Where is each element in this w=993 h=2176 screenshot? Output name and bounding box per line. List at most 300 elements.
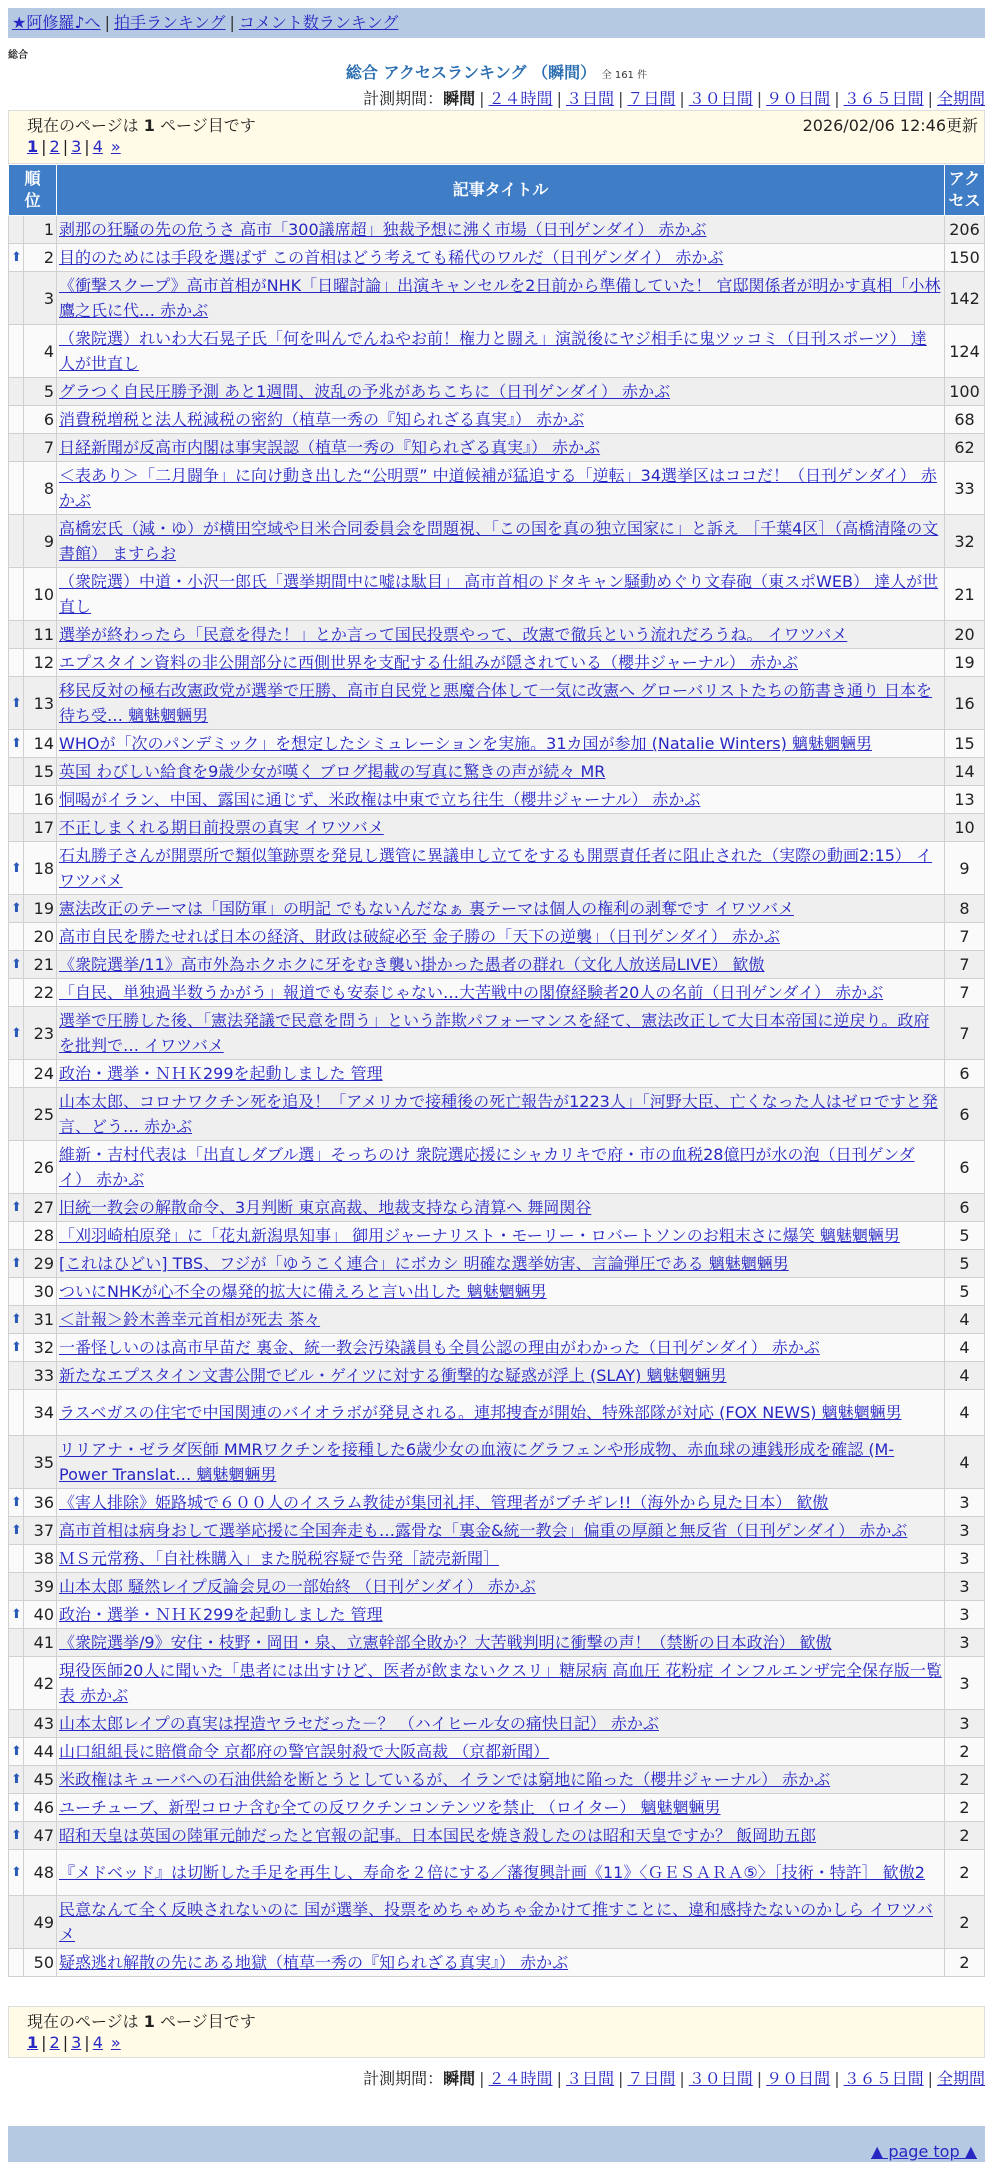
article-link[interactable]: 高市自民を勝たせれば日本の経済、財政は破綻必至 金子勝の「天下の逆襲」（日刊ゲンダイ） 赤かぶ	[59, 927, 780, 946]
rank-cell: 19	[24, 895, 57, 923]
rank-change-cell	[9, 1573, 24, 1601]
rank-change-cell	[9, 979, 24, 1007]
article-link[interactable]: エプスタイン資料の非公開部分に西側世界を支配する仕組みが隠されている（櫻井ジャーナル） 赤かぶ	[59, 653, 799, 672]
period-separator: |	[556, 89, 562, 108]
table-row	[9, 216, 985, 244]
rank-up-icon: ⬆	[11, 1772, 22, 1787]
header-rank: 順位	[9, 165, 57, 216]
article-link[interactable]: 高市首相は病身おして選挙応援に全国奔走も…露骨な「裏金&統一教会」偏重の厚顔と無反省（日刊ゲンダイ） 赤かぶ	[59, 1521, 908, 1540]
title-cell	[57, 1794, 945, 1822]
article-link[interactable]: 移民反対の極右改憲政党が選挙で圧勝、高市自民党と悪魔合体して一気に改憲へ グローバリストたちの筋書き通り 日本を待ち受… 魑魅魍魎男	[59, 681, 933, 725]
rank-up-icon: ⬆	[11, 1523, 22, 1538]
rank-cell: 14	[24, 730, 57, 758]
period-link[interactable]: ３日間	[565, 2069, 614, 2088]
article-link[interactable]: グラつく自民圧勝予測 あと1週間、波乱の予兆があちこちに（日刊ゲンダイ） 赤かぶ	[59, 382, 671, 401]
rank-change-cell	[9, 244, 24, 272]
table-row	[9, 895, 985, 923]
period-separator: |	[834, 2069, 840, 2088]
period-link[interactable]: ２４時間	[488, 2069, 553, 2088]
rank-change-cell	[9, 786, 24, 814]
period-separator: |	[617, 89, 624, 108]
title-cell	[57, 814, 945, 842]
table-row	[9, 621, 985, 649]
table-row	[9, 1573, 985, 1601]
article-link[interactable]: 山本太郎 騒然レイプ反論会見の一部始終 （日刊ゲンダイ） 赤かぶ	[59, 1577, 536, 1596]
rank-cell: 26	[24, 1141, 57, 1194]
title-cell	[57, 216, 945, 244]
page-link-current[interactable]: 1	[27, 137, 39, 156]
article-link[interactable]: 恫喝がイラン、中国、露国に通じず、米政権は中東で立ち往生（櫻井ジャーナル） 赤かぶ	[59, 790, 701, 809]
table-row	[9, 814, 985, 842]
period-link[interactable]: ７日間	[627, 89, 676, 108]
title-cell	[57, 1545, 945, 1573]
rank-cell: 24	[24, 1060, 57, 1088]
access-count-cell: 3	[945, 1573, 985, 1601]
title-cell	[57, 325, 945, 378]
rank-change-cell	[9, 842, 24, 895]
access-count-cell: 6	[945, 1088, 985, 1141]
title-cell	[57, 1060, 945, 1088]
rank-change-cell	[9, 1362, 24, 1390]
period-link[interactable]: ３６５日間	[843, 89, 924, 108]
title-cell	[57, 244, 945, 272]
access-count-cell: 10	[945, 814, 985, 842]
title-cell	[57, 434, 945, 462]
rank-cell: 20	[24, 923, 57, 951]
period-separator: |	[927, 89, 933, 108]
rank-cell: 50	[24, 1949, 57, 1977]
table-row	[9, 979, 985, 1007]
title-cell	[57, 1949, 945, 1977]
rank-up-icon: ⬆	[11, 1828, 22, 1843]
rank-cell: 7	[24, 434, 57, 462]
page-link[interactable]: 2	[49, 2033, 60, 2052]
rank-change-cell	[9, 1629, 24, 1657]
rank-cell: 27	[24, 1194, 57, 1222]
rank-change-cell	[9, 1517, 24, 1545]
pagination-bottom	[27, 2033, 121, 2052]
rank-change-cell	[9, 1436, 24, 1489]
rank-change-cell	[9, 568, 24, 621]
period-link[interactable]: ３０日間	[688, 2069, 753, 2088]
nav-separator: |	[229, 13, 235, 32]
rank-change-cell	[9, 1949, 24, 1977]
applause-ranking-link[interactable]: 拍手ランキング	[113, 13, 226, 32]
category-tag: 総合	[8, 50, 28, 61]
rank-up-icon: ⬆	[11, 1340, 22, 1355]
table-row	[9, 462, 985, 515]
title-cell	[57, 1573, 945, 1601]
rank-up-icon: ⬆	[11, 860, 22, 876]
rank-change-cell	[9, 272, 24, 325]
title-cell	[57, 1850, 945, 1896]
page-title	[0, 60, 993, 83]
table-row	[9, 1629, 985, 1657]
period-separator: |	[679, 89, 685, 108]
access-count-cell: 2	[945, 1949, 985, 1977]
table-row	[9, 730, 985, 758]
article-link[interactable]: 昭和天皇は英国の陸軍元帥だったと官報の記事。日本国民を焼き殺したのは昭和天皇ですか？ 飯岡助五郎	[59, 1826, 817, 1845]
rank-cell: 1	[24, 216, 57, 244]
rank-up-icon: ⬆	[11, 1200, 22, 1215]
total-count: 全 161 件	[601, 70, 648, 81]
title-cell	[57, 1222, 945, 1250]
period-link[interactable]: ２４時間	[488, 89, 553, 108]
access-count-cell: 32	[945, 515, 985, 568]
access-count-cell: 2	[945, 1738, 985, 1766]
article-link[interactable]: 『メドベッド』は切断した手足を再生し、寿命を２倍にする／藩復興計画《11》〈ＧＥＳＡＲＡ⑤〉［技術・特許］ 歓傲2	[59, 1863, 925, 1882]
rank-change-cell	[9, 1222, 24, 1250]
title-cell	[57, 1250, 945, 1278]
access-count-cell: 14	[945, 758, 985, 786]
table-row	[9, 244, 985, 272]
rank-change-cell	[9, 1060, 24, 1088]
page-separator: |	[62, 137, 69, 156]
rank-up-icon: ⬆	[11, 250, 22, 265]
access-count-cell: 62	[945, 434, 985, 462]
rank-change-cell	[9, 1278, 24, 1306]
access-count-cell: 4	[945, 1362, 985, 1390]
access-count-cell: 2	[945, 1766, 985, 1794]
table-row	[9, 1088, 985, 1141]
period-separator: |	[927, 2069, 933, 2088]
article-link[interactable]: 英国 わびしい給食を9歳少女が嘆く ブログ掲載の写真に驚きの声が続々 MR	[59, 762, 606, 781]
rank-change-cell	[9, 1657, 24, 1710]
access-count-cell: 4	[945, 1334, 985, 1362]
table-row	[9, 1250, 985, 1278]
title-cell	[57, 1601, 945, 1629]
title-cell	[57, 1194, 945, 1222]
rank-change-cell	[9, 621, 24, 649]
access-count-cell: 5	[945, 1278, 985, 1306]
rank-change-cell	[9, 515, 24, 568]
article-link[interactable]: ＜計報＞鈴木善幸元首相が死去 茶々	[59, 1310, 321, 1329]
title-cell	[57, 1766, 945, 1794]
period-link[interactable]: ７日間	[627, 2069, 676, 2088]
rank-change-cell	[9, 814, 24, 842]
rank-cell: 48	[24, 1850, 57, 1896]
rank-up-icon: ⬆	[11, 736, 22, 751]
article-link[interactable]: 選挙で圧勝した後、「憲法発議で民意を問う」という詐欺パフォーマンスを経て、憲法改正して大日本帝国に逆戻り。政府を批判で… イワツバメ	[59, 1011, 930, 1055]
table-row	[9, 1306, 985, 1334]
page-separator: |	[84, 2033, 90, 2052]
rank-change-cell	[9, 951, 24, 979]
table-row	[9, 378, 985, 406]
rank-change-cell	[9, 1250, 24, 1278]
rank-cell: 3	[24, 272, 57, 325]
article-link[interactable]: 「自民、単独過半数うかがう」報道でも安泰じゃない…大苦戦中の閣僚経験者20人の名前（日刊ゲンダイ） 赤かぶ	[59, 983, 884, 1002]
rank-change-cell	[9, 1850, 24, 1896]
access-count-cell: 3	[945, 1710, 985, 1738]
rank-cell: 31	[24, 1306, 57, 1334]
article-link[interactable]: 山本太郎、コロナワクチン死を追及！「アメリカで接種後の死亡報告が1223人」「河野大臣、亡くなった人はゼロですと発言、どう… 赤かぶ	[59, 1092, 938, 1136]
table-row	[9, 325, 985, 378]
home-link[interactable]: ★阿修羅♪へ	[12, 13, 101, 32]
article-link[interactable]: 《衆院選挙/11》高市外為ホクホクに牙をむき襲い掛かった愚者の群れ（文化人放送局LIVE） 歓傲	[59, 955, 765, 974]
table-row	[9, 1517, 985, 1545]
pager-panel-top	[8, 110, 985, 164]
page-link[interactable]: 4	[92, 2033, 103, 2052]
article-link[interactable]: 剥那の狂騒の先の危うさ 高市「300議席超」独裁予想に沸く市場（日刊ゲンダイ） 赤かぶ	[59, 220, 707, 239]
page-link[interactable]: 3	[71, 2033, 82, 2052]
rank-change-cell	[9, 923, 24, 951]
title-cell	[57, 1629, 945, 1657]
access-count-cell: 13	[945, 786, 985, 814]
rank-cell: 22	[24, 979, 57, 1007]
article-link[interactable]: 高橋宏氏（減・ゆ）が横田空域や日米合同委員会を問題視、「この国を真の独立国家に」と訴え ［千葉4区］（高橋清隆の文書館） ますらお	[59, 519, 939, 563]
article-link[interactable]: 不正しまくれる期日前投票の真実 イワツバメ	[59, 818, 384, 837]
period-label: 計測期間：	[363, 89, 444, 108]
period-current: 瞬間	[443, 89, 476, 108]
rank-cell: 4	[24, 325, 57, 378]
rank-cell: 18	[24, 842, 57, 895]
title-cell	[57, 1088, 945, 1141]
rank-change-cell	[9, 758, 24, 786]
access-count-cell: 7	[945, 1007, 985, 1060]
table-row	[9, 1194, 985, 1222]
article-link[interactable]: 一番怪しいのは高市早苗だ 裏金、統一教会汚染議員も全員公認の理由がわかった（日刊ゲンダイ） 赤かぶ	[59, 1338, 820, 1357]
page-link[interactable]: 2	[49, 137, 60, 156]
table-row	[9, 677, 985, 730]
article-link[interactable]: 《衝撃スクープ》高市首相がNHK「日曜討論」出演キャンセルを2日前から準備していた！ 官邸関係者が明かす真相「小林鷹之氏に代… 赤かぶ	[59, 276, 941, 320]
article-link[interactable]: 憲法改正のテーマは「国防軍」の明記 でもないんだなぁ 裏テーマは個人の権利の剥奪です イワツバメ	[59, 899, 794, 918]
article-link[interactable]: 山本太郎レイプの真実は捏造ヤラセだった－？ （ハイヒール女の痛快日記） 赤かぶ	[59, 1714, 659, 1733]
rank-cell: 41	[24, 1629, 57, 1657]
access-count-cell: 7	[945, 979, 985, 1007]
title-cell	[57, 1390, 945, 1436]
pager-panel-bottom	[8, 2006, 985, 2058]
title-cell	[57, 1517, 945, 1545]
rank-cell: 33	[24, 1362, 57, 1390]
title-cell	[57, 1738, 945, 1766]
table-row	[9, 1766, 985, 1794]
article-link[interactable]: 石丸勝子さんが開票所で類似筆跡票を発見し選管に異議申し立てをするも開票責任者に阻止された（実際の動画2:15） イワツバメ	[59, 846, 933, 890]
article-link[interactable]: 《害人排除》姫路城で６００人のイスラム教徒が集団礼拝、管理者がブチギレ!!（海外から見た日本） 歓傲	[59, 1493, 829, 1512]
rank-cell: 10	[24, 568, 57, 621]
rank-cell: 16	[24, 786, 57, 814]
rank-cell: 28	[24, 1222, 57, 1250]
period-current: 瞬間	[443, 2069, 476, 2088]
rank-change-cell	[9, 1601, 24, 1629]
rank-change-cell	[9, 406, 24, 434]
page-link-current[interactable]: 1	[27, 2033, 39, 2052]
rank-change-cell	[9, 1334, 24, 1362]
period-separator: |	[756, 2069, 763, 2088]
period-link[interactable]: ３日間	[565, 89, 614, 108]
title-cell	[57, 1710, 945, 1738]
rank-change-cell	[9, 1007, 24, 1060]
table-row	[9, 842, 985, 895]
title-cell	[57, 1306, 945, 1334]
access-count-cell: 19	[945, 649, 985, 677]
table-row	[9, 568, 985, 621]
rank-up-icon: ⬆	[11, 1312, 22, 1327]
article-link[interactable]: 民意なんて全く反映されないのに 国が選挙、投票をめちゃめちゃ金かけて推すことに、違和感持たないのかしら イワツバメ	[59, 1900, 933, 1944]
table-row	[9, 1794, 985, 1822]
rank-up-icon: ⬆	[11, 901, 22, 916]
access-count-cell: 2	[945, 1822, 985, 1850]
title-cell	[57, 923, 945, 951]
rank-change-cell	[9, 1794, 24, 1822]
title-cell	[57, 649, 945, 677]
article-link[interactable]: 疑惑逃れ解散の先にある地獄（植草一秀の『知られざる真実』） 赤かぶ	[59, 1953, 569, 1972]
page-top-link[interactable]: ▲ page top ▲	[870, 2142, 977, 2161]
page-link[interactable]: 3	[71, 137, 82, 156]
rank-cell: 45	[24, 1766, 57, 1794]
article-link[interactable]: ラスベガスの住宅で中国関連のバイオラボが発見される。連邦捜査が開始、特殊部隊が対応 (FOX NEWS) 魑魅魍魎男	[59, 1403, 902, 1422]
table-row	[9, 758, 985, 786]
title-cell	[57, 1657, 945, 1710]
rank-cell: 5	[24, 378, 57, 406]
page-separator: |	[62, 2033, 69, 2052]
table-row	[9, 1850, 985, 1896]
rank-cell: 12	[24, 649, 57, 677]
period-link[interactable]: 全期間	[936, 89, 985, 108]
title-cell	[57, 1362, 945, 1390]
rank-change-cell	[9, 1766, 24, 1794]
title-cell	[57, 842, 945, 895]
rank-cell: 13	[24, 677, 57, 730]
access-count-cell: 100	[945, 378, 985, 406]
rank-change-cell	[9, 378, 24, 406]
article-link[interactable]: 「刈羽崎柏原発」に「花丸新潟県知事」 御用ジャーナリスト・モーリー・ロバートソンのお粗末さに爆笑 魑魅魍魎男	[59, 1226, 900, 1245]
article-link[interactable]: 米政権はキューバへの石油供給を断とうとしているが、イランでは窮地に陥った（櫻井ジャーナル） 赤かぶ	[59, 1770, 831, 1789]
article-link[interactable]: 山口組組長に賠償命令 京都府の警官誤射殺で大阪高裁 （京都新聞）	[59, 1742, 550, 1761]
access-count-cell: 2	[945, 1896, 985, 1949]
access-count-cell: 150	[945, 244, 985, 272]
access-count-cell: 3	[945, 1629, 985, 1657]
article-link[interactable]: 政治・選挙・ＮＨＫ299を起動しました 管理	[59, 1064, 383, 1083]
rank-change-cell	[9, 434, 24, 462]
table-row	[9, 1390, 985, 1436]
period-link[interactable]: ３０日間	[688, 89, 753, 108]
article-link[interactable]: 消費税増税と法人税減税の密約（植草一秀の『知られざる真実』） 赤かぶ	[59, 410, 585, 429]
article-link[interactable]: ＭＳ元常務、「自社株購入」また脱税容疑で告発［読売新聞］	[59, 1549, 500, 1568]
rank-change-cell	[9, 1822, 24, 1850]
access-count-cell: 3	[945, 1545, 985, 1573]
rank-change-cell	[9, 1738, 24, 1766]
article-link[interactable]: 政治・選挙・ＮＨＫ299を起動しました 管理	[59, 1605, 383, 1624]
rank-change-cell	[9, 1545, 24, 1573]
table-row	[9, 434, 985, 462]
access-count-cell: 21	[945, 568, 985, 621]
table-row	[9, 1710, 985, 1738]
title-cell	[57, 786, 945, 814]
article-link[interactable]: 選挙が終わったら「民意を得た！」とか言って国民投票やって、改憲で徹兵という流れだろうね。 イワツバメ	[59, 625, 848, 644]
table-row	[9, 1222, 985, 1250]
title-cell	[57, 568, 945, 621]
rank-cell: 17	[24, 814, 57, 842]
rank-cell: 47	[24, 1822, 57, 1850]
period-link[interactable]: ９０日間	[766, 2069, 831, 2088]
comment-ranking-link[interactable]: コメント数ランキング	[238, 13, 399, 32]
article-link[interactable]: [これはひどい] TBS、フジが「ゆうこく連合」にボカシ 明確な選挙妨害、言論弾圧である 魑魅魍魎男	[59, 1254, 789, 1273]
rank-up-icon: ⬆	[11, 957, 22, 972]
article-link[interactable]: 旧統一教会の解散命令、3月判断 東京高裁、地裁支持なら清算へ 舞岡関谷	[59, 1198, 592, 1217]
table-row	[9, 1949, 985, 1977]
period-link[interactable]: ３６５日間	[843, 2069, 924, 2088]
access-count-cell: 6	[945, 1194, 985, 1222]
table-row	[9, 1278, 985, 1306]
table-row	[9, 406, 985, 434]
rank-up-icon: ⬆	[11, 1865, 22, 1880]
ranking-title: 総合 アクセスランキング （瞬間）	[345, 63, 597, 82]
article-link[interactable]: WHOが「次のパンデミック」を想定したシミュレーションを実施。31カ国が参加 (Natalie Winters) 魑魅魍魎男	[59, 734, 872, 753]
access-count-cell: 4	[945, 1436, 985, 1489]
rank-up-icon: ⬆	[11, 1025, 22, 1041]
top-nav-bar	[8, 8, 985, 38]
article-link[interactable]: 新たなエプスタイン文書公開でビル・ゲイツに対する衝撃的な疑惑が浮上 (SLAY) 魑魅魍魎男	[59, 1366, 727, 1385]
rank-up-icon: ⬆	[11, 1744, 22, 1759]
article-link[interactable]: 現役医師20人に聞いた「患者には出すけど、医者が飲まないクスリ」糖尿病 高血圧 花粉症 インフルエンザ完全保存版一覧表 赤かぶ	[59, 1661, 942, 1705]
article-link[interactable]: 《衆院選挙/9》安住・枝野・岡田・泉、立憲幹部全敗か？大苦戦判明に衝撃の声！（禁断の日本政治） 歓傲	[59, 1633, 832, 1652]
access-count-cell: 5	[945, 1250, 985, 1278]
table-row	[9, 786, 985, 814]
article-link[interactable]: ついにNHKが心不全の爆発的拡大に備えろと言い出した 魑魅魍魎男	[59, 1282, 547, 1301]
table-row	[9, 1362, 985, 1390]
article-link[interactable]: リリアナ・ゼラダ医師 MMRワクチンを接種した6歳少女の血液にグラフェンや形成物、赤血球の連銭形成を確認 (M-Power Translat… 魑魅魍魎男	[59, 1440, 895, 1484]
next-page-link[interactable]: »	[110, 137, 121, 156]
rank-cell: 21	[24, 951, 57, 979]
article-link[interactable]: （衆院選）中道・小沢一郎氏「選挙期間中に嘘は駄目」 高市首相のドタキャン騒動めぐり文春砲（東スポWEB） 達人が世直し	[59, 572, 939, 616]
table-row	[9, 1657, 985, 1710]
next-page-link[interactable]: »	[110, 2033, 121, 2052]
article-link[interactable]: ユーチューブ、新型コロナ含む全ての反ワクチンコンテンツを禁止 （ロイター） 魑魅魍魎男	[59, 1798, 721, 1817]
rank-up-icon: ⬆	[11, 695, 22, 711]
rank-up-icon: ⬆	[11, 1256, 22, 1271]
access-count-cell: 7	[945, 923, 985, 951]
rank-cell: 35	[24, 1436, 57, 1489]
table-row	[9, 1060, 985, 1088]
article-link[interactable]: 維新・吉村代表は「出直しダブル選」そっちのけ 衆院選応援にシャカリキで府・市の血税28億円が水の泡（日刊ゲンダイ） 赤かぶ	[59, 1145, 915, 1189]
rank-cell: 25	[24, 1088, 57, 1141]
rank-cell: 9	[24, 515, 57, 568]
access-count-cell: 68	[945, 406, 985, 434]
title-cell	[57, 462, 945, 515]
access-count-cell: 20	[945, 621, 985, 649]
rank-change-cell	[9, 1088, 24, 1141]
period-link[interactable]: 全期間	[936, 2069, 985, 2088]
title-cell	[57, 1334, 945, 1362]
ranking-table	[8, 164, 985, 1977]
access-count-cell: 4	[945, 1390, 985, 1436]
article-link[interactable]: （衆院選）れいわ大石晃子氏「何を叫んでんねやお前！権力と闘え」演説後にヤジ相手に鬼ツッコミ（日刊スポーツ） 達人が世直し	[59, 329, 927, 373]
article-link[interactable]: ＜表あり＞「二月闘争」に向け動き出した“公明票” 中道候補が猛追する「逆転」34選挙区はココだ！（日刊ゲンダイ） 赤かぶ	[59, 466, 937, 510]
access-count-cell: 2	[945, 1794, 985, 1822]
access-count-cell: 142	[945, 272, 985, 325]
rank-cell: 11	[24, 621, 57, 649]
table-row	[9, 1896, 985, 1949]
rank-cell: 36	[24, 1489, 57, 1517]
table-row	[9, 1601, 985, 1629]
page-separator: |	[41, 2033, 47, 2052]
access-count-cell: 9	[945, 842, 985, 895]
title-cell	[57, 677, 945, 730]
rank-change-cell	[9, 1141, 24, 1194]
period-link[interactable]: ９０日間	[766, 89, 831, 108]
table-row	[9, 1141, 985, 1194]
article-link[interactable]: 目的のためには手段を選ばず この首相はどう考えても稀代のワルだ（日刊ゲンダイ） 赤かぶ	[59, 248, 724, 267]
title-cell	[57, 406, 945, 434]
article-link[interactable]: 日経新聞が反高市内閣は事実誤認（植草一秀の『知られざる真実』） 赤かぶ	[59, 438, 601, 457]
rank-change-cell	[9, 1896, 24, 1949]
rank-cell: 30	[24, 1278, 57, 1306]
page-link[interactable]: 4	[92, 137, 103, 156]
rank-cell: 40	[24, 1601, 57, 1629]
table-row	[9, 1822, 985, 1850]
table-row	[9, 649, 985, 677]
rank-cell: 32	[24, 1334, 57, 1362]
